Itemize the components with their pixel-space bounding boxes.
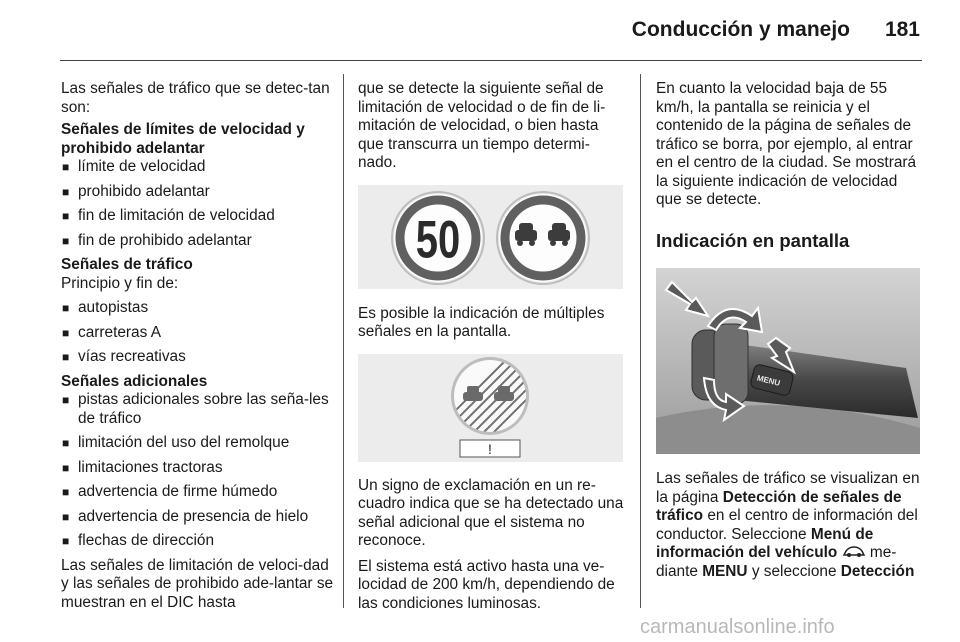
page-number: 181 <box>884 18 920 41</box>
page-header-title: Conducción y manejo <box>631 18 850 41</box>
no-overtaking-sign-icon <box>497 192 589 284</box>
list-item: ■ advertencia de firme húmedo <box>61 483 336 502</box>
list-item: ■ carreteras A <box>61 324 336 343</box>
column-middle <box>358 80 628 613</box>
traffic-signs-heading: Señales de tráfico <box>61 256 193 273</box>
paragraph: que se detecte la siguiente señal de limitación de velocidad o de fin de li-mitación de velocidad, o bien hasta que transcurra un tiempo determi-nado. <box>358 80 606 171</box>
menu-button-label: MENU <box>755 373 782 388</box>
list-item: ■ fin de limitación de velocidad <box>61 207 336 226</box>
list-item: ■ flechas de dirección <box>61 532 336 551</box>
menu-stalk-figure <box>656 268 920 454</box>
additional-signs-list <box>61 391 336 551</box>
column-right <box>656 80 924 581</box>
list-item: ■ prohibido adelantar <box>61 183 336 202</box>
vehicle-info-car-icon <box>842 545 866 558</box>
speed-limit-sign-icon <box>392 192 484 284</box>
paragraph: El sistema está activo hasta una ve-locidad de 200 km/h, dependiendo de las condiciones luminosas. <box>358 557 615 612</box>
list-item: ■ pistas adicionales sobre las seña-les de tráfico <box>61 391 336 428</box>
watermark: carmanualsonline.info <box>640 616 835 638</box>
list-item: ■ vías recreativas <box>61 348 336 367</box>
speed-limit-list <box>61 158 336 250</box>
column-divider-2 <box>640 74 641 608</box>
list-item: ■ limitación del uso del remolque <box>61 434 336 453</box>
list-item: ■ límite de velocidad <box>61 158 336 177</box>
paragraph: Es posible la indicación de múltiples señales en la pantalla. <box>358 304 605 340</box>
outro-text: Las señales de limitación de veloci-dad y las señales de prohibido ade-lantar se muestran en el DIC hasta <box>61 556 334 611</box>
list-item: ■ advertencia de presencia de hielo <box>61 508 336 527</box>
traffic-signs-figure <box>358 185 623 289</box>
traffic-signs-list <box>61 299 336 367</box>
supplementary-plate-mark: ! <box>488 440 492 457</box>
header-divider <box>60 60 922 61</box>
list-item: ■ autopistas <box>61 299 336 318</box>
intro-text: Las señales de tráfico que se detec-tan son: <box>61 80 330 116</box>
additional-signs-heading: Señales adicionales <box>61 372 208 390</box>
list-item: ■ limitaciones tractoras <box>61 459 336 478</box>
paragraph: Las señales de tráfico se visualizan en la página Detección de señales de tráfico en el centro de información del conductor. Seleccione Menú de información del vehículo me-diante MENU y seleccione Detección <box>656 470 920 580</box>
paragraph: Un signo de exclamación en un re-cuadro indica que se ha detectado una señal adicional que el sistema no reconoce. <box>358 476 624 549</box>
end-of-no-overtaking-figure <box>358 354 623 462</box>
paragraph: En cuanto la velocidad baja de 55 km/h, la pantalla se reinicia y el contenido de la página de señales de tráfico se borra, por ejemplo, al entrar en el centro de la ciudad. Se mostrará la siguiente indicación de velocidad que se detecte. <box>656 80 917 208</box>
section-heading: Indicación en pantalla <box>656 229 850 251</box>
column-divider-1 <box>343 74 344 608</box>
speed-limit-value: 50 <box>415 209 461 269</box>
column-left <box>61 80 336 612</box>
traffic-signs-lead: Principio y fin de: <box>61 274 179 292</box>
speed-limit-heading: Señales de límites de velocidad y prohibido adelantar <box>61 121 305 157</box>
list-item: ■ fin de prohibido adelantar <box>61 232 336 251</box>
